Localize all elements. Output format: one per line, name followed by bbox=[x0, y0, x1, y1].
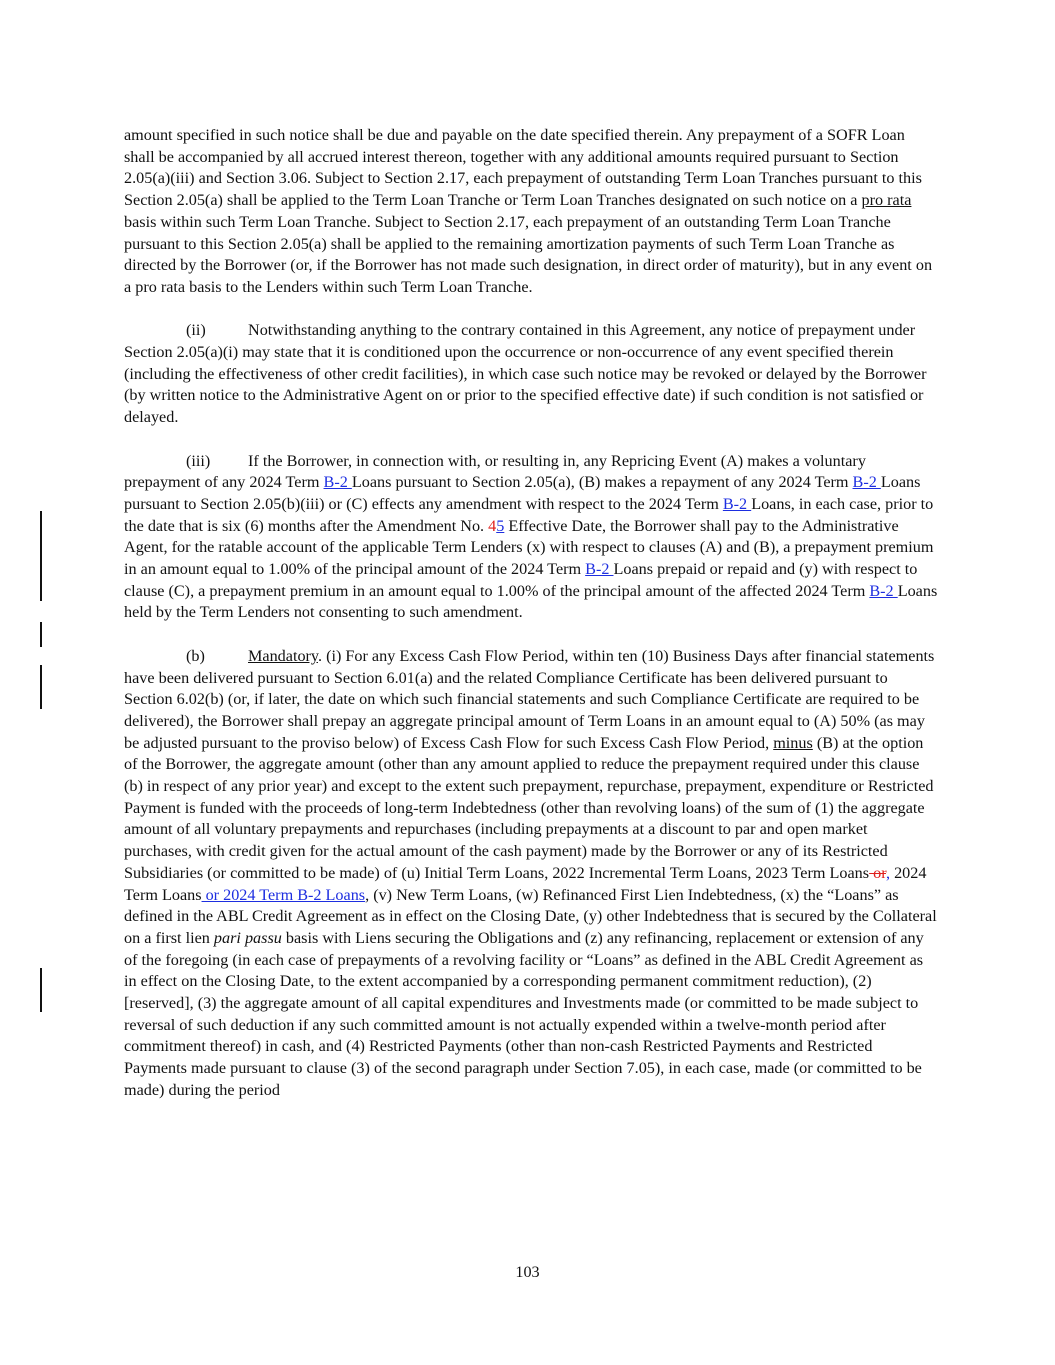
inserted-text: , bbox=[885, 863, 891, 882]
inserted-text: B-2 bbox=[722, 494, 752, 513]
page-number: 103 bbox=[515, 1263, 540, 1281]
paragraph-continuation bbox=[124, 125, 939, 299]
text-run: Loans pursuant to Section 2.05(b)(iii) or (C) effects any amendment with respect to the 2024 Term bbox=[124, 473, 921, 513]
section-heading: Mandatory bbox=[248, 646, 318, 665]
pro-rata-term: pro rata bbox=[861, 191, 912, 210]
text-run: 2024 Term Loans bbox=[124, 863, 927, 904]
text-run: Loans held by the Term Lenders not consenting to such amendment. bbox=[124, 581, 938, 622]
paragraph-ii bbox=[124, 320, 939, 429]
text-run: If the Borrower, in connection with, or resulting in, any Repricing Event (A) makes a voluntary prepayment of any 2024 Term bbox=[124, 451, 866, 492]
text-run: . (i) For any Excess Cash Flow Period, within ten (10) Business Days after financial statements have been delivered pursuant to Section 6.01(a) and the related Compliance Certificate has been delivered pursuant to Section 6.02(b) (or, if later, the date on which such financial statements and such Compliance Certificate are required to be delivered), the Borrower shall prepay an aggregate principal amount of Term Loans in an amount equal to (A) 50% (as may be adjusted pursuant to the proviso below) of Excess Cash Flow for such Excess Cash Flow Period, bbox=[124, 646, 935, 752]
change-bar bbox=[40, 622, 42, 647]
deleted-number: 4 bbox=[488, 516, 497, 535]
inserted-text: B-2 bbox=[869, 581, 898, 600]
text-run: basis within such Term Loan Tranche. Subject to Section 2.17, each prepayment of an outstanding Term Loan Tranche pursuant to this Section 2.05(a) shall be applied to the remaining amortization payments of such Term Loan Tranche as directed by the Borrower (or, if the Borrower has not made such designation, in direct order of maturity), but in any event on a pro rata basis to the Lenders within such Term Loan Tranche. bbox=[124, 212, 933, 296]
inserted-text: B-2 bbox=[323, 473, 352, 492]
text-run: , (v) New Term Loans, (w) Refinanced First Lien Indebtedness, (x) the “Loans” as defined in the ABL Credit Agreement as in effect on the Closing Date, (y) other Indebtedness that is secured by the Collateral on a first lien bbox=[124, 885, 937, 947]
deleted-text: or bbox=[869, 863, 886, 882]
text-run: Effective Date, the Borrower shall pay to the Administrative Agent, for the ratable account of the applicable Term Lenders (x) with respect to clauses (A) and (B), a prepayment premium in an amount equal to 1.00% of the principal amount of the 2024 Term bbox=[124, 516, 934, 579]
minus-term: minus bbox=[773, 733, 813, 752]
clause-number: (ii) bbox=[186, 321, 206, 340]
text-run: Loans prepaid or repaid and (y) with respect to clause (C), a prepayment premium in an amount equal to 1.00% of the principal amount of the affected 2024 Term bbox=[124, 560, 918, 600]
text-run: basis with Liens securing the Obligations and (z) any refinancing, replacement or extension of any of the foregoing (in each case of prepayments of a revolving facility or “Loans” as defined in the ABL Credit Agreement as in effect on the Closing Date, to the extent accompanied by a corresponding permanent commitment reduction), (2) [reserved], (3) the aggregate amount of all capital expenditures and Investments made (or committed to be made subject to reversal of such deduction if any such committed amount is not actually expended within a twelve-month period after commitment thereof) in cash, and (4) Restricted Payments (other than non-cash Restricted Payments and Restricted Payments made pursuant to clause (3) of the second paragraph under Section 7.05), in each case, made (or committed to be made) during the period bbox=[124, 928, 924, 1099]
text-run: Loans, in each case, prior to the date that is six (6) months after the Amendment No. bbox=[124, 494, 934, 535]
document-page bbox=[124, 125, 939, 1123]
change-bar bbox=[40, 968, 42, 1012]
inserted-text: B-2 bbox=[585, 560, 614, 579]
text-run: amount specified in such notice shall be due and payable on the date specified therein. Any prepayment of a SOFR Loan shall be accompanied by all accrued interest thereon, together with any additional amounts required pursuant to Section 2.05(a)(iii) and Section 3.06. Subject to Section 2.17, each prepayment of outstanding Term Loan Tranches pursuant to this Section 2.05(a) shall be applied to the Term Loan Tranche or Term Loan Tranches designated on such notice on a bbox=[124, 126, 922, 210]
clause-number: (iii) bbox=[186, 451, 211, 470]
change-bar bbox=[40, 665, 42, 709]
inserted-text: or 2024 Term B-2 Loans bbox=[201, 885, 366, 904]
paragraph-b bbox=[124, 646, 939, 1102]
change-bar bbox=[40, 511, 42, 601]
pari-passu-term: pari passu bbox=[213, 928, 282, 947]
text-run: Loans pursuant to Section 2.05(a), (B) makes a repayment of any 2024 Term bbox=[351, 473, 853, 492]
paragraph-iii bbox=[124, 451, 939, 625]
text-run: (B) at the option of the Borrower, the aggregate amount (other than any amount applied to reduce the prepayment required under this clause (b) in respect of any prior year) and except to the extent such prepayment, repurchase, prepayment, expenditure or Restricted Payment is funded with the proceeds of long-term Indebtedness (other than revolving loans) of the sum of (1) the aggregate amount of all voluntary prepayments and repurchases (including prepayments at a discount to par and open market purchases, with credit given for the actual amount of the cash payment) made by the Borrower or any of its Restricted Subsidiaries (or committed to be made) of (u) Initial Term Loans, 2022 Incremental Term Loans, 2023 Term Loans bbox=[124, 733, 934, 882]
inserted-text: B-2 bbox=[852, 473, 881, 492]
clause-number: (b) bbox=[186, 646, 205, 665]
text-run: Notwithstanding anything to the contrary contained in this Agreement, any notice of prepayment under Section 2.05(a)(i) may state that it is conditioned upon the occurrence or non-occurrence of any event specified therein (including the effectiveness of other credit facilities), in which case such notice may be revoked or delayed by the Borrower (by written notice to the Administrative Agent on or prior to the specified effective date) if such condition is not satisfied or delayed. bbox=[124, 321, 927, 427]
inserted-number: 5 bbox=[496, 516, 505, 535]
